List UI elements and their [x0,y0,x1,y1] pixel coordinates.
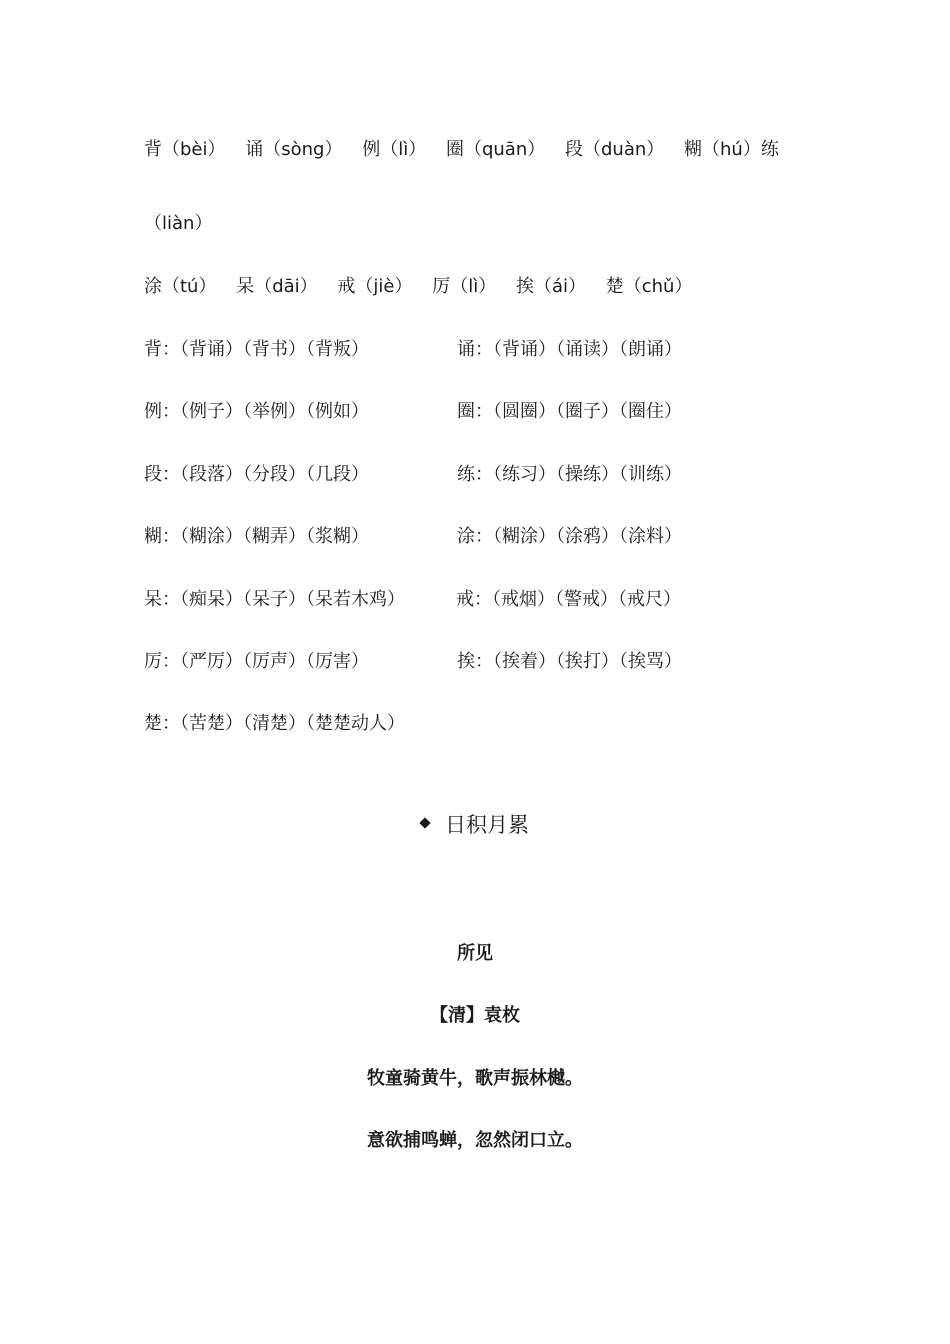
poem-title: 所见 [457,943,493,964]
word-group-right: 涂：（糊涂）（涂鸦）（涂料） [457,526,682,547]
word-group-left: 例：（例子）（举例）（例如） [144,401,369,422]
poem-author: 【清】袁枚 [430,1005,520,1026]
pinyin-item: 例（lì） [362,139,427,160]
word-group-left: 背：（背诵）（背书）（背叛） [144,339,369,360]
pinyin-line-1 [144,138,793,162]
pinyin-item: 圈（quān） [445,139,546,160]
word-group-left: 厉：（严厉）（厉声）（厉害） [144,651,369,672]
word-group-left: 糊：（糊涂）（糊弄）（浆糊） [144,526,369,547]
pinyin-item: 段（duàn） [564,139,665,160]
word-row [144,400,844,424]
word-row [144,588,844,612]
word-group-right: 诵：（背诵）（诵读）（朗诵） [457,339,682,360]
pinyin-item: 楚（chǔ） [605,276,693,297]
word-row [144,650,844,674]
pinyin-line-3 [144,275,706,299]
pinyin-item: 呆（dāi） [236,276,318,297]
diamond-bullet-icon [419,817,430,828]
pinyin-item: 挨（ái） [515,276,586,297]
pinyin-item: 背（bèi） [144,139,226,160]
pinyin-line-2 [144,212,226,236]
pinyin-item: 戒（jiè） [337,276,413,297]
pinyin-item: 诵（sòng） [245,139,343,160]
word-group-right: 圈：（圆圈）（圈子）（圈住） [457,401,682,422]
poem-line: 牧童骑黄牛，歌声振林樾。 [367,1068,583,1089]
word-group-right: 戒：（戒烟）（警戒）（戒尺） [456,589,681,610]
section-heading [0,811,950,839]
word-row [144,712,844,736]
word-group-left: 楚：（苦楚）（清楚）（楚楚动人） [144,713,405,734]
word-row [144,463,844,487]
word-row [144,338,844,362]
pinyin-item: （liàn） [144,213,213,234]
pinyin-item: 糊（hú）练 [684,139,779,160]
word-row [144,525,844,549]
section-title: 日积月累 [445,813,529,837]
word-group-left: 呆：（痴呆）（呆子）（呆若木鸡） [144,589,405,610]
word-group-left: 段：（段落）（分段）（几段） [144,464,369,485]
word-group-right: 练：（练习）（操练）（训练） [457,464,682,485]
pinyin-item: 涂（tú） [144,276,217,297]
word-group-right: 挨：（挨着）（挨打）（挨骂） [457,651,682,672]
poem-line: 意欲捕鸣蝉，忽然闭口立。 [367,1130,583,1151]
pinyin-item: 厉（lì） [432,276,497,297]
